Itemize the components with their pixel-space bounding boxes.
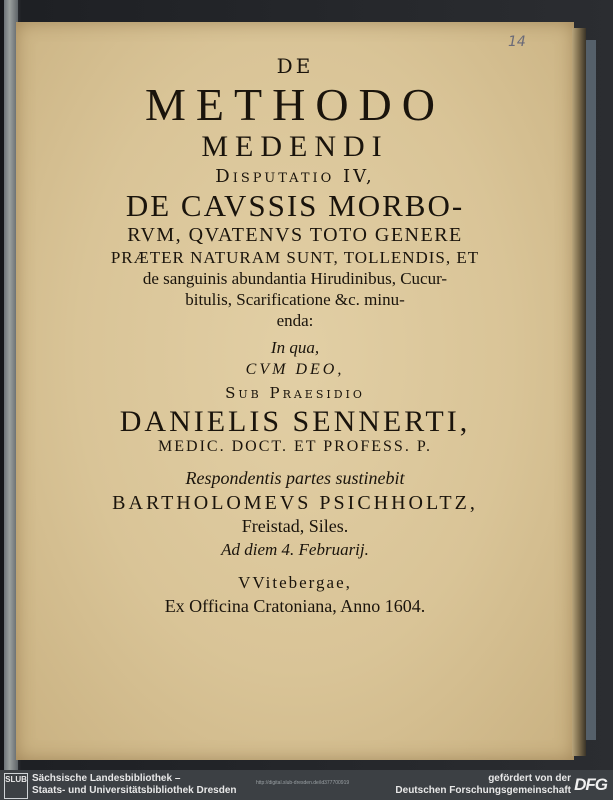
- title-methodo: METHODO: [145, 79, 445, 130]
- in-qua: In qua,: [270, 338, 320, 357]
- subtitle-line-1: DE CAVSSIS MORBO-: [125, 188, 465, 223]
- title-de: DE: [276, 54, 314, 78]
- subtitle-line-2: RVM, QVATENVS TOTO GENERE: [127, 224, 463, 246]
- funding-line-2: Deutschen Forschungsgemeinschaft: [395, 785, 571, 796]
- praeses-title: MEDIC. DOCT. ET PROFESS. P.: [158, 438, 432, 455]
- cum-deo: CVM DEO,: [245, 361, 345, 378]
- slub-logo-text: SLUB: [5, 775, 27, 784]
- subtitle-line-6: enda:: [276, 311, 314, 330]
- sub-praesidio: Sub Praesidio: [225, 384, 365, 402]
- respondent-name: BARTHOLOMEVS PSICHHOLTZ,: [112, 492, 478, 514]
- respondent-intro: Respondentis partes sustinebit: [185, 468, 405, 488]
- library-name-line-1: Sächsische Landesbibliothek –: [32, 773, 181, 784]
- subtitle-line-5: bitulis, Scarificatione &c. minu-: [185, 290, 405, 309]
- title-medendi: MEDENDI: [201, 130, 389, 163]
- subtitle-line-4: de sanguinis abundantia Hirudinibus, Cucur-: [142, 269, 448, 288]
- subtitle-line-3: PRÆTER NATURAM SUNT, TOLLENDIS, ET: [110, 248, 480, 267]
- disputation-date: Ad diem 4. Februarij.: [221, 540, 369, 559]
- title-page-text: [16, 52, 574, 615]
- praeses-name: DANIELIS SENNERTI,: [119, 405, 471, 438]
- imprint-place: VVitebergae,: [238, 573, 352, 592]
- color-strip: [586, 40, 596, 740]
- pencil-note: 14: [508, 34, 526, 50]
- footer-bar: [0, 770, 613, 800]
- dfg-logo[interactable]: DFG: [574, 775, 607, 794]
- library-name-line-2: Staats- und Universitätsbibliothek Dresden: [32, 785, 237, 796]
- respondent-origin: Freistad, Siles.: [241, 516, 349, 536]
- page-stack-edge: [572, 28, 586, 756]
- funding-line-1: gefördert von der: [488, 773, 571, 784]
- permalink[interactable]: http://digital.slub-dresden.de/id377700919: [256, 780, 350, 786]
- imprint-printer: Ex Officina Cratoniana, Anno 1604.: [164, 596, 426, 616]
- slub-logo[interactable]: [4, 773, 28, 799]
- disputatio-number: Disputatio IV,: [215, 166, 375, 187]
